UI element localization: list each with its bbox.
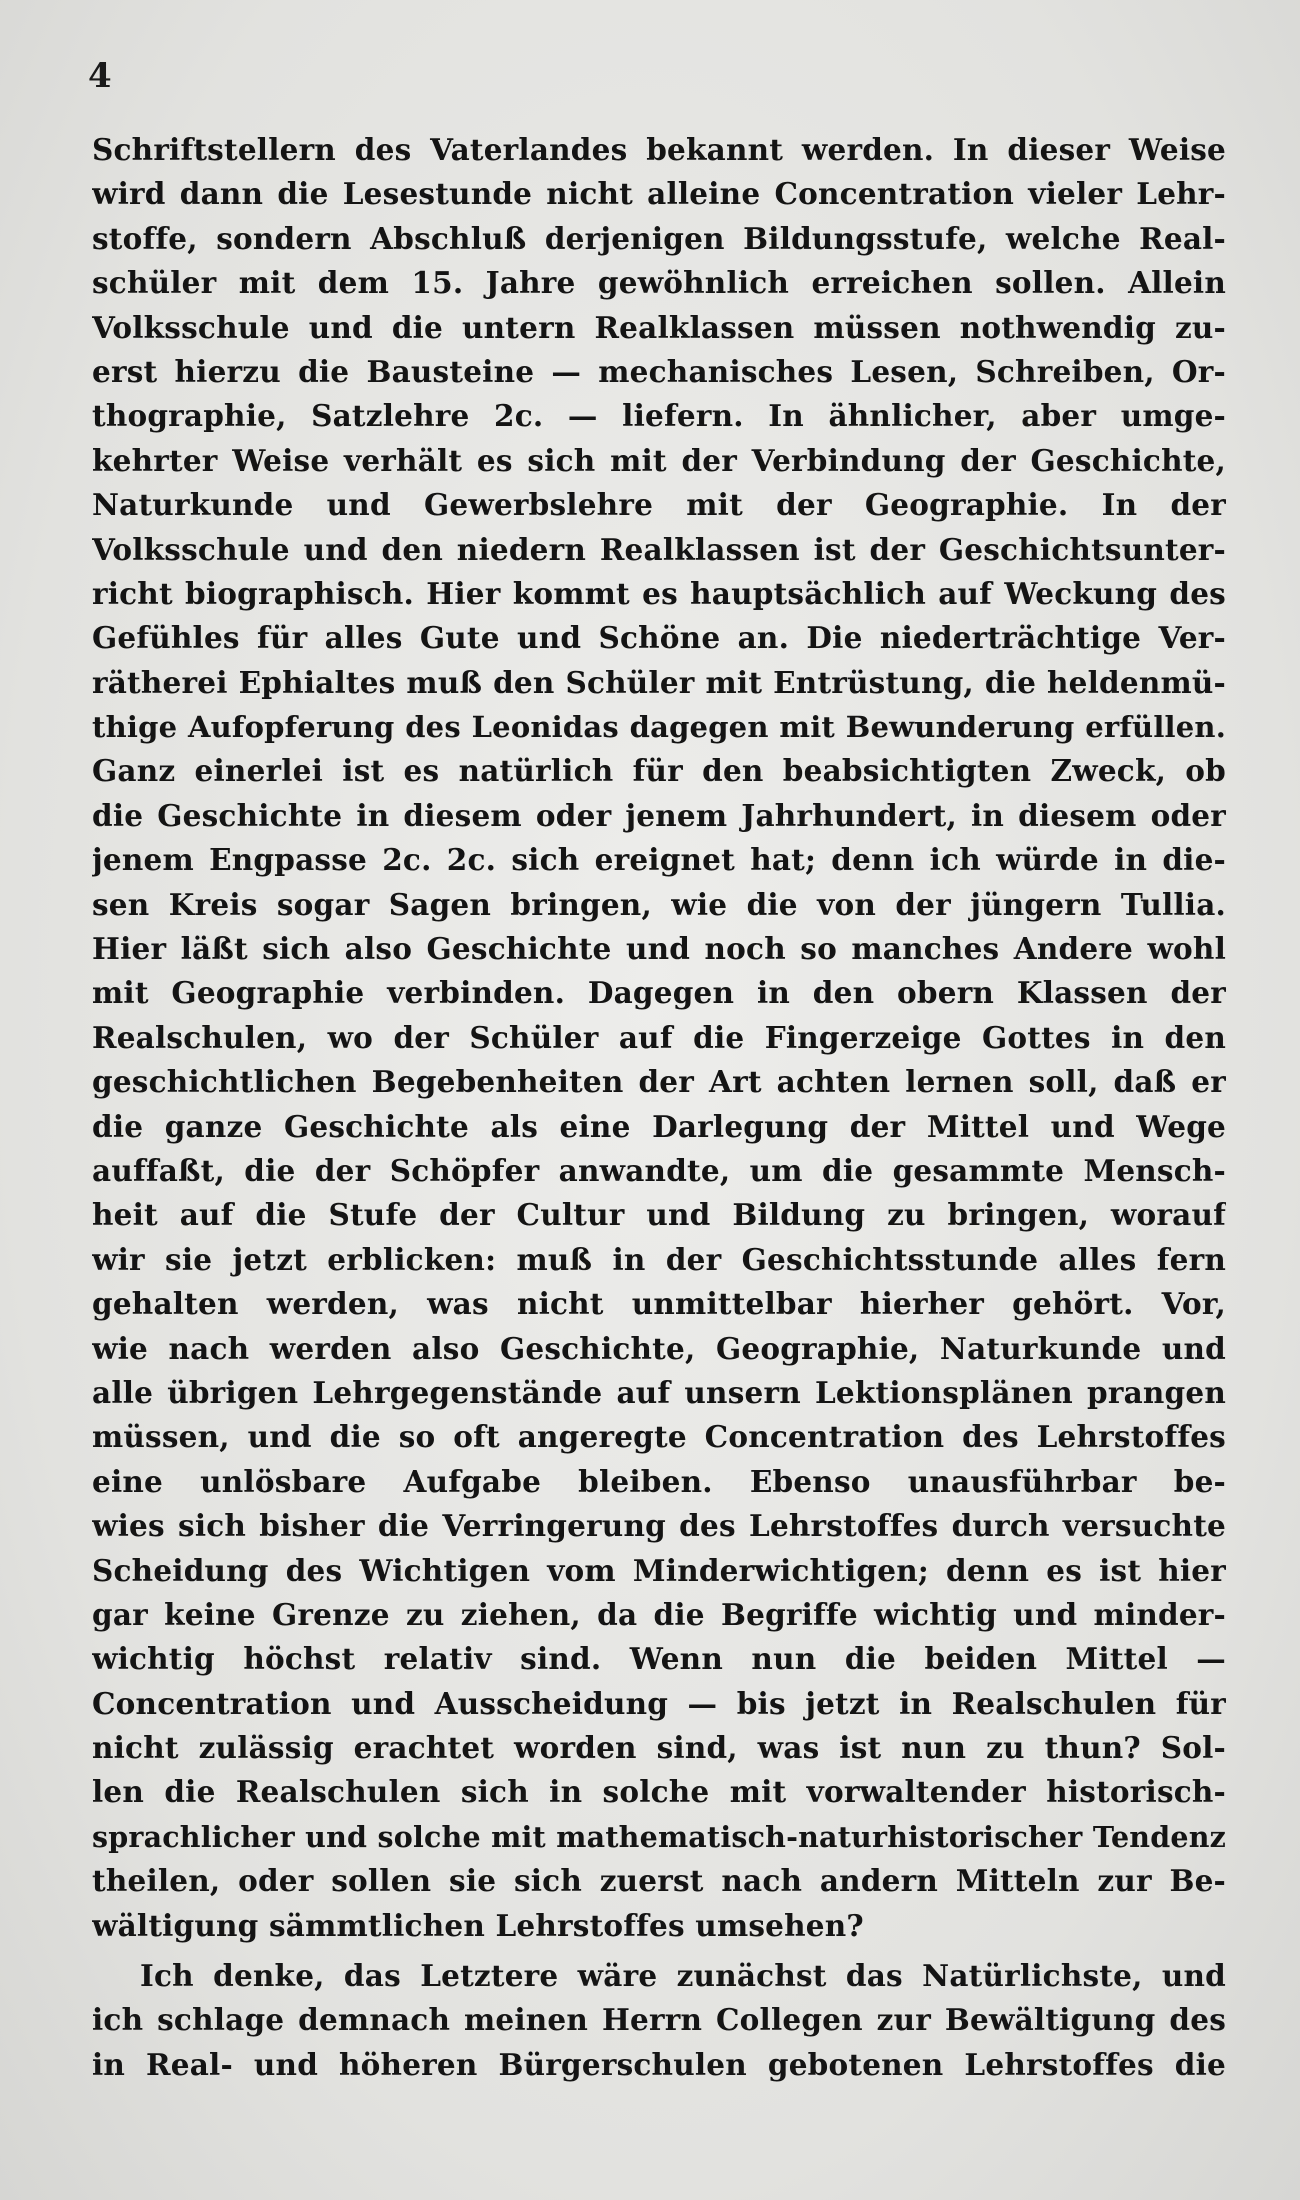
text-line: Gefühles für alles Gute und Schöne an. Die niederträchtige Ver- [92,620,1226,656]
text-line: erst hierzu die Bausteine — mechanisches Lesen, Schreiben, Or- [92,353,1226,389]
text-line: nicht zulässig erachtet worden sind, was ist nun zu thun? Sol- [92,1730,1226,1766]
text-line: wichtig höchst relativ sind. Wenn nun die beiden Mittel — [92,1641,1226,1677]
text-line: wird dann die Lesestunde nicht alleine Concentration vieler Lehr- [92,176,1226,212]
text-line: sen Kreis sogar Sagen bringen, wie die von der jüngern Tullia. [92,886,1226,922]
body-text [92,128,1226,2087]
text-line: müssen, und die so oft angeregte Concentration des Lehrstoffes [92,1419,1226,1455]
text-line: Hier läßt sich also Geschichte und noch so manches Andere wohl [92,931,1226,967]
text-line: Scheidung des Wichtigen vom Minderwichtigen; denn es ist hier [92,1552,1226,1588]
text-line: thographie, Satzlehre 2c. — liefern. In ähnlicher, aber umge- [92,398,1226,434]
text-line: auffaßt, die der Schöpfer anwandte, um die gesammte Mensch- [92,1152,1226,1188]
text-line: Schriftstellern des Vaterlandes bekannt werden. In dieser Weise [92,132,1226,167]
text-line: stoffe, sondern Abschluß derjenigen Bildungsstufe, welche Real- [92,220,1226,256]
text-line: Volksschule und die untern Realklassen müssen nothwendig zu- [92,309,1226,345]
text-line: wie nach werden also Geschichte, Geographie, Naturkunde und [92,1330,1226,1366]
text-line: wies sich bisher die Verringerung des Lehrstoffes durch versuchte [92,1508,1226,1544]
text-line: gehalten werden, was nicht unmittelbar hierher gehört. Vor, [92,1286,1226,1322]
paragraph-2 [92,1954,1226,2087]
text-line: Concentration und Ausscheidung — bis jetzt in Realschulen für [92,1685,1226,1721]
text-line: kehrter Weise verhält es sich mit der Verbindung der Geschichte, [92,442,1226,478]
text-line: eine unlösbare Aufgabe bleiben. Ebenso unausführbar be- [92,1463,1226,1499]
text-line: len die Realschulen sich in solche mit vorwaltender historisch- [92,1774,1226,1810]
text-line: sprachlicher und solche mit mathematisch-naturhistorischer Tendenz [92,1819,1226,1854]
text-line: Volksschule und den niedern Realklassen ist der Geschichtsunter- [92,531,1226,567]
text-line: wir sie jetzt erblicken: muß in der Geschichtsstunde alles fern [92,1241,1226,1277]
text-line: die Geschichte in diesem oder jenem Jahrhundert, in diesem oder [92,797,1226,833]
text-line: rätherei Ephialtes muß den Schüler mit Entrüstung, die heldenmü- [92,664,1226,700]
text-line: gar keine Grenze zu ziehen, da die Begriffe wichtig und minder- [92,1596,1226,1632]
text-line: heit auf die Stufe der Cultur und Bildung zu bringen, worauf [92,1197,1226,1233]
text-line: wältigung sämmtlichen Lehrstoffes umsehen? [92,1907,864,1943]
page-number: 4 [88,56,112,96]
text-line: theilen, oder sollen sie sich zuerst nach andern Mitteln zur Be- [92,1863,1226,1899]
text-line: Ganz einerlei ist es natürlich für den beabsichtigten Zweck, ob [92,753,1226,789]
text-line: die ganze Geschichte als eine Darlegung der Mittel und Wege [92,1108,1226,1144]
text-line: ich schlage demnach meinen Herrn Collegen zur Bewältigung des [92,2002,1226,2038]
text-line: geschichtlichen Begebenheiten der Art achten lernen soll, daß er [92,1064,1226,1100]
text-line: Realschulen, wo der Schüler auf die Fingerzeige Gottes in den [92,1019,1226,1055]
paragraph-1 [92,128,1226,1948]
text-line: in Real- und höheren Bürgerschulen gebotenen Lehrstoffes die [92,2046,1226,2082]
text-line: schüler mit dem 15. Jahre gewöhnlich erreichen sollen. Allein [92,265,1226,301]
text-line: jenem Engpasse 2c. 2c. sich ereignet hat; denn ich würde in die- [92,842,1226,878]
text-line: alle übrigen Lehrgegenstände auf unsern Lektionsplänen prangen [92,1374,1226,1410]
text-line: Ich denke, das Letztere wäre zunächst das Natürlichste, und [140,1958,1226,1994]
text-line: mit Geographie verbinden. Dagegen in den obern Klassen der [92,975,1226,1011]
text-line: richt biographisch. Hier kommt es hauptsächlich auf Weckung des [92,575,1226,611]
text-line: Naturkunde und Gewerbslehre mit der Geographie. In der [92,487,1226,523]
text-line: thige Aufopferung des Leonidas dagegen mit Bewunderung erfüllen. [92,710,1226,745]
